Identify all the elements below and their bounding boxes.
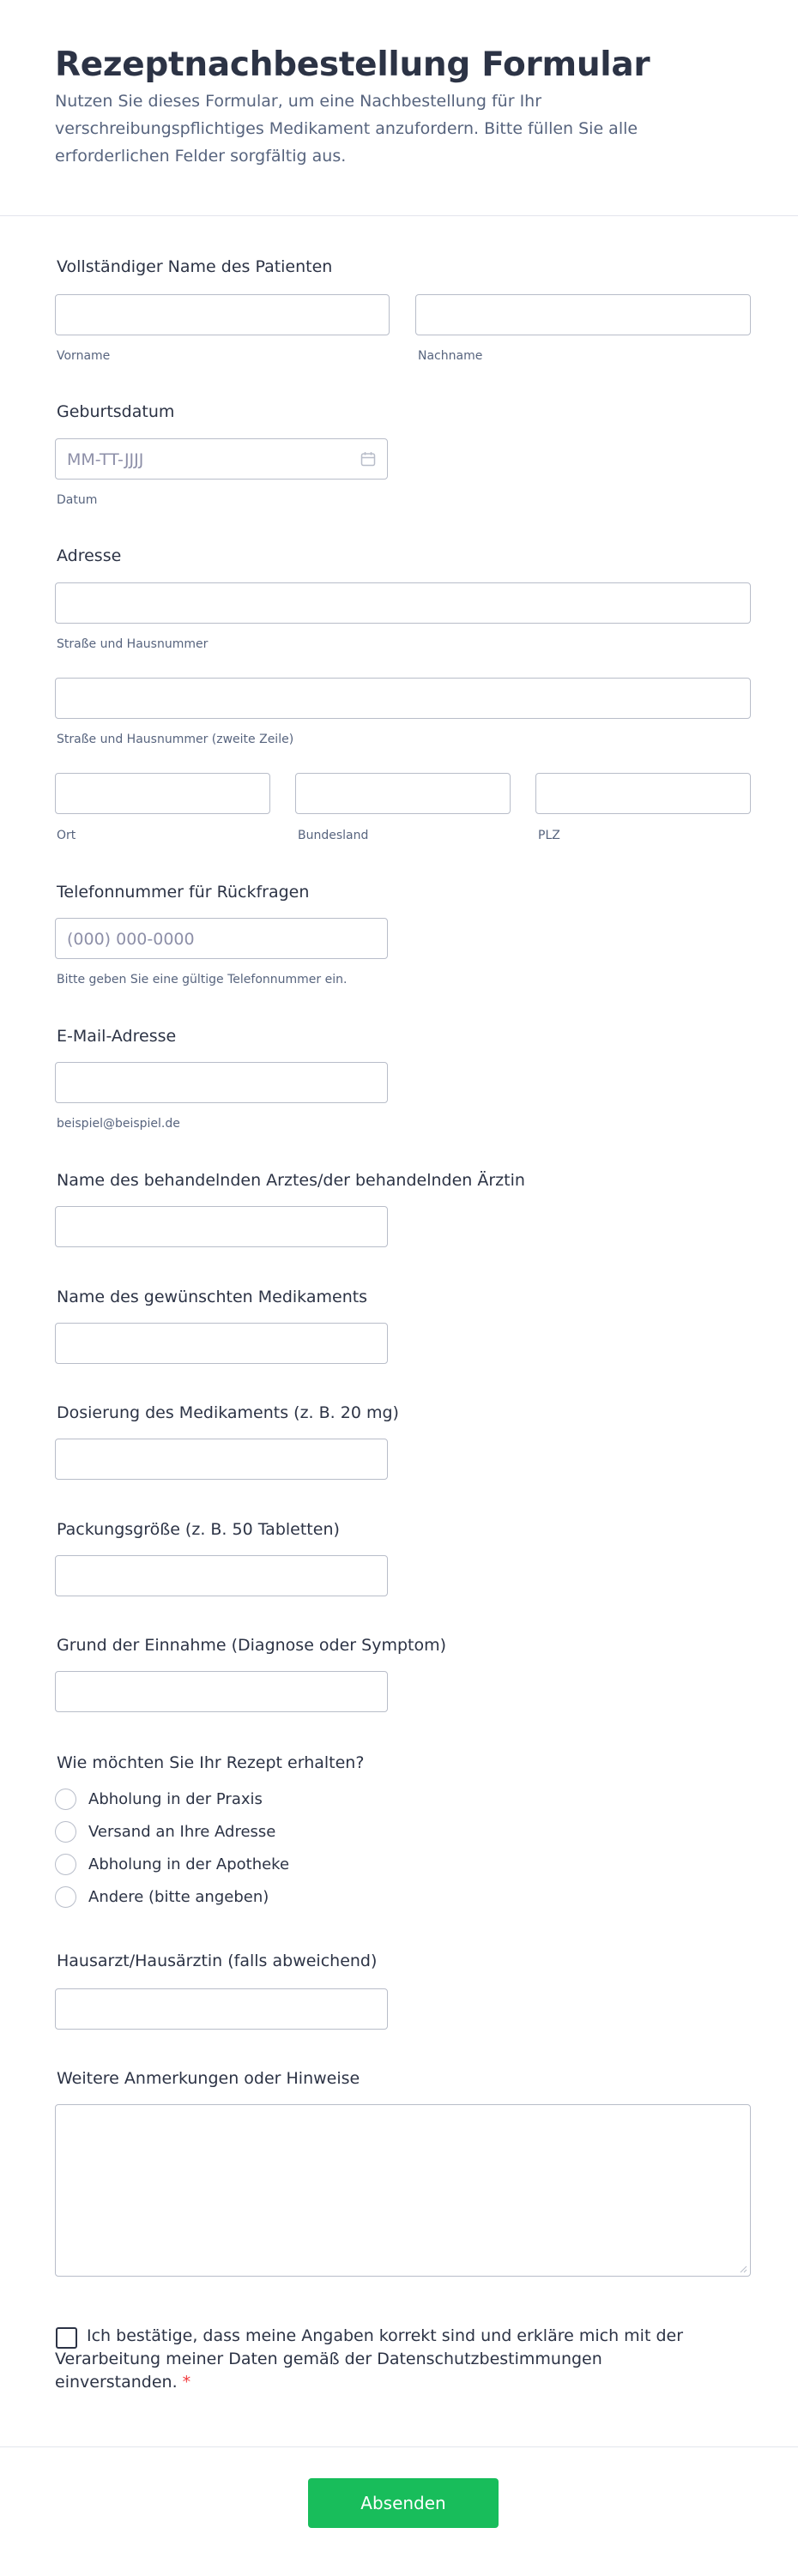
state-sublabel: Bundesland — [298, 829, 369, 842]
radio-button[interactable] — [55, 1886, 76, 1908]
header-divider — [0, 215, 798, 216]
reason-input[interactable] — [55, 1671, 388, 1712]
street2-sublabel: Straße und Hausnummer (zweite Zeile) — [57, 733, 294, 746]
delivery-option[interactable] — [55, 1788, 263, 1810]
state-input[interactable] — [295, 773, 511, 814]
city-sublabel: Ort — [57, 829, 76, 842]
doctor-input[interactable] — [55, 1206, 388, 1247]
notes-label: Weitere Anmerkungen oder Hinweise — [57, 2069, 360, 2088]
patient-name-label: Vollständiger Name des Patienten — [57, 257, 333, 276]
zip-sublabel: PLZ — [538, 829, 560, 842]
last-name-input[interactable] — [415, 294, 751, 335]
delivery-label: Wie möchten Sie Ihr Rezept erhalten? — [57, 1753, 365, 1772]
required-asterisk: * — [182, 2373, 191, 2392]
medication-label: Name des gewünschten Medikaments — [57, 1288, 368, 1306]
calendar-icon[interactable] — [360, 451, 376, 467]
doctor-label: Name des behandelnden Arztes/der behandelnden Ärztin — [57, 1171, 525, 1190]
birthdate-label: Geburtsdatum — [57, 402, 175, 421]
phone-placeholder: (000) 000-0000 — [67, 930, 195, 949]
delivery-option-label: Versand an Ihre Adresse — [88, 1822, 276, 1841]
first-name-input[interactable] — [55, 294, 390, 335]
reason-label: Grund der Einnahme (Diagnose oder Symptom) — [57, 1636, 447, 1655]
package-size-input[interactable] — [55, 1555, 388, 1596]
delivery-option-label: Abholung in der Apotheke — [88, 1855, 290, 1873]
delivery-option-label: Andere (bitte angeben) — [88, 1887, 269, 1906]
delivery-option[interactable] — [55, 1853, 289, 1875]
delivery-option[interactable] — [55, 1885, 269, 1908]
birthdate-placeholder: MM-TT-JJJJ — [67, 450, 144, 469]
delivery-option[interactable] — [55, 1820, 275, 1843]
address-label: Adresse — [57, 546, 122, 565]
medication-input[interactable] — [55, 1323, 388, 1364]
form-description: Nutzen Sie dieses Formular, um eine Nachbestellung für Ihr verschreibungspflichtiges Medikament anzufordern. Bitte füllen Sie alle erforderlichen Felder sorgfältig aus. — [55, 92, 638, 166]
zip-input[interactable] — [535, 773, 751, 814]
consent-checkbox[interactable] — [56, 2327, 77, 2349]
phone-input[interactable] — [55, 918, 388, 959]
street-input[interactable] — [55, 582, 751, 624]
phone-label: Telefonnummer für Rückfragen — [57, 883, 310, 902]
submit-button[interactable]: Absenden — [308, 2478, 499, 2528]
email-sublabel: beispiel@beispiel.de — [57, 1117, 180, 1131]
radio-button[interactable] — [55, 1821, 76, 1843]
delivery-option-label: Abholung in der Praxis — [88, 1789, 263, 1808]
consent-text: Ich bestätige, dass meine Angaben korrekt sind und erkläre mich mit der Verarbeitung meiner Daten gemäß der Datenschutzbestimmungen einverstanden. * — [55, 2326, 684, 2392]
street-sublabel: Straße und Hausnummer — [57, 637, 209, 651]
email-input[interactable] — [55, 1062, 388, 1103]
gp-label: Hausarzt/Hausärztin (falls abweichend) — [57, 1952, 378, 1970]
email-label: E-Mail-Adresse — [57, 1027, 177, 1046]
first-name-sublabel: Vorname — [57, 349, 111, 363]
consent-field — [55, 2325, 690, 2394]
footer-divider — [0, 2446, 798, 2447]
city-input[interactable] — [55, 773, 270, 814]
form-header — [55, 43, 690, 170]
last-name-sublabel: Nachname — [418, 349, 483, 363]
package-size-label: Packungsgröße (z. B. 50 Tabletten) — [57, 1520, 340, 1539]
notes-textarea[interactable] — [55, 2104, 751, 2277]
dosage-label: Dosierung des Medikaments (z. B. 20 mg) — [57, 1403, 399, 1422]
form-title: Rezeptnachbestellung Formular — [55, 45, 650, 84]
gp-input[interactable] — [55, 1988, 388, 2030]
birthdate-input[interactable] — [55, 438, 388, 480]
dosage-input[interactable] — [55, 1439, 388, 1480]
radio-button[interactable] — [55, 1789, 76, 1810]
resize-handle-icon[interactable] — [739, 2265, 747, 2273]
street2-input[interactable] — [55, 678, 751, 719]
phone-sublabel: Bitte geben Sie eine gültige Telefonnummer ein. — [57, 973, 348, 986]
radio-button[interactable] — [55, 1854, 76, 1875]
birthdate-sublabel: Datum — [57, 493, 98, 507]
